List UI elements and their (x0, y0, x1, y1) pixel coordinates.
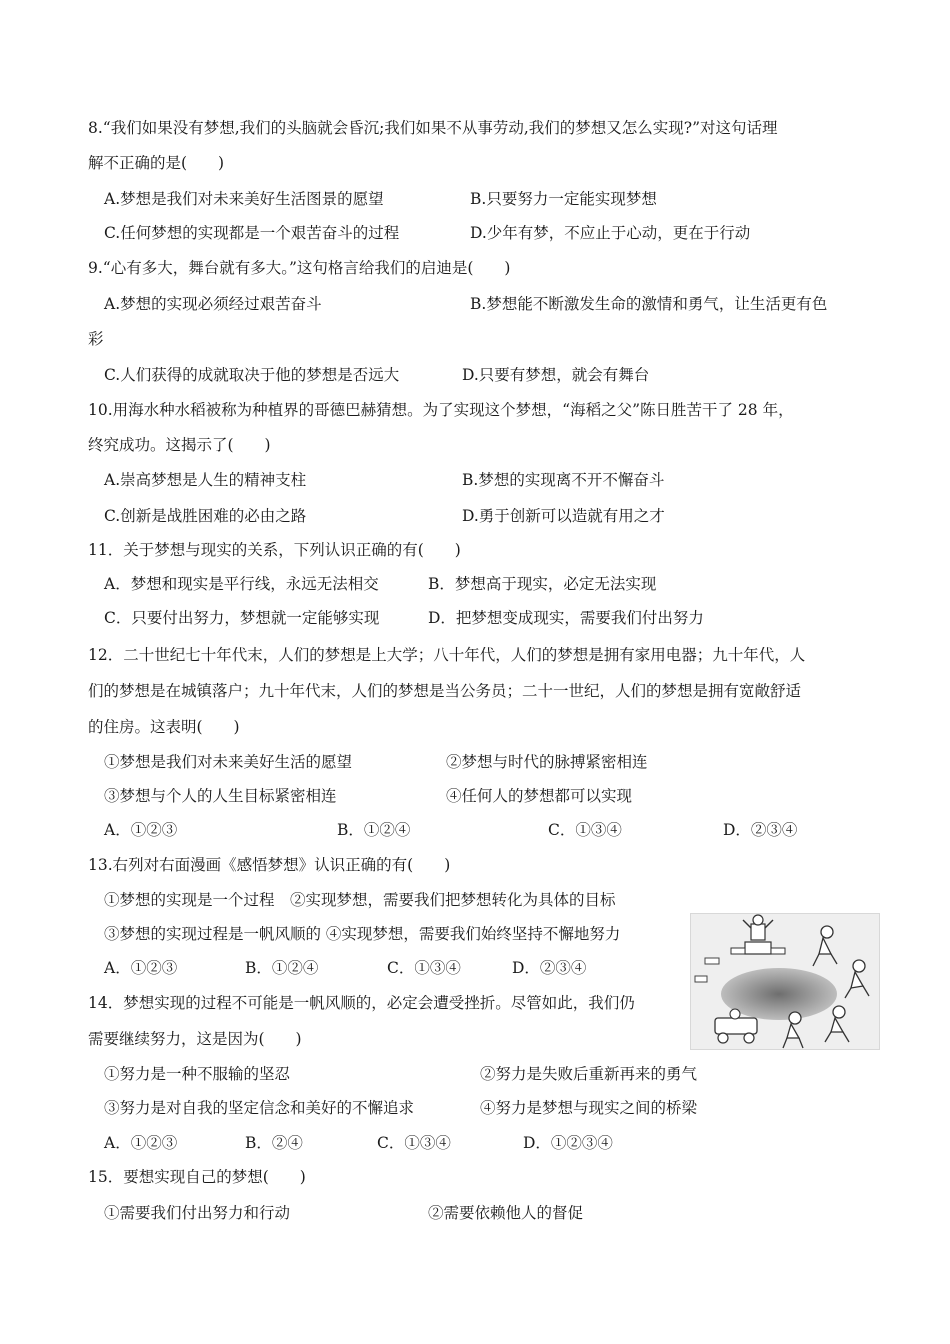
q11-option-a: A．梦想和现实是平行线，永远无法相交 (104, 575, 379, 593)
q10-stem-line2: 终究成功。这揭示了( ) (88, 436, 271, 454)
q8-option-b: B.只要努力一定能实现梦想 (470, 190, 657, 208)
q9-option-c: C.人们获得的成就取决于他的梦想是否远大 (104, 366, 400, 384)
cartoon-drawing (691, 914, 880, 1050)
q12-statement-3: ③梦想与个人的人生目标紧密相连 (104, 787, 337, 805)
q8-option-c: C.任何梦想的实现都是一个艰苦奋斗的过程 (104, 224, 400, 242)
q13-option-b: B．①②④ (245, 959, 319, 977)
q8-option-a: A.梦想是我们对未来美好生活图景的愿望 (104, 190, 384, 208)
q14-statement-2: ②努力是失败后重新再来的勇气 (480, 1065, 698, 1083)
q10-option-a: A.崇高梦想是人生的精神支柱 (104, 471, 307, 489)
q11-option-b: B．梦想高于现实，必定无法实现 (428, 575, 657, 593)
q9-option-b-line1: B.梦想能不断激发生命的激情和勇气，让生活更有色 (470, 295, 828, 313)
q14-stem-line1: 14．梦想实现的过程不可能是一帆风顺的，必定会遭受挫折。尽管如此，我们仍 (88, 994, 635, 1012)
q14-statement-1: ①努力是一种不服输的坚忍 (104, 1065, 291, 1083)
q13-option-a: A．①②③ (104, 959, 178, 977)
q12-option-d: D．②③④ (723, 821, 798, 839)
q10-option-b: B.梦想的实现离不开不懈奋斗 (462, 471, 665, 489)
dream-cartoon-image (690, 913, 880, 1050)
q15-statement-1: ①需要我们付出努力和行动 (104, 1204, 291, 1222)
q12-statement-2: ②梦想与时代的脉搏紧密相连 (446, 753, 648, 771)
q12-option-c: C．①③④ (548, 821, 622, 839)
q12-statement-4: ④任何人的梦想都可以实现 (446, 787, 633, 805)
q12-stem-line1: 12．二十世纪七十年代末，人们的梦想是上大学；八十年代，人们的梦想是拥有家用电器；九十年代，人 (88, 646, 806, 664)
q13-option-c: C．①③④ (387, 959, 461, 977)
q14-option-c: C．①③④ (377, 1134, 451, 1152)
q11-option-d: D．把梦想变成现实，需要我们付出努力 (428, 609, 704, 627)
q13-statements-line1: ①梦想的实现是一个过程 ②实现梦想，需要我们把梦想转化为具体的目标 (104, 891, 616, 909)
q8-stem-line1: 8.“我们如果没有梦想,我们的头脑就会昏沉;我们如果不从事劳动,我们的梦想又怎么实现?”对这句话理 (88, 119, 778, 137)
q14-statement-4: ④努力是梦想与现实之间的桥梁 (480, 1099, 698, 1117)
q9-option-d: D.只要有梦想，就会有舞台 (462, 366, 650, 384)
q12-option-b: B．①②④ (337, 821, 411, 839)
q14-stem-line2: 需要继续努力，这是因为( ) (88, 1030, 302, 1048)
q11-stem: 11．关于梦想与现实的关系，下列认识正确的有( ) (88, 541, 461, 559)
q13-option-d: D．②③④ (512, 959, 587, 977)
q9-option-b-line2: 彩 (88, 330, 104, 348)
q8-option-d: D.少年有梦，不应止于心动，更在于行动 (470, 224, 751, 242)
q14-option-b: B．②④ (245, 1134, 303, 1152)
q12-statement-1: ①梦想是我们对未来美好生活的愿望 (104, 753, 353, 771)
q15-stem: 15．要想实现自己的梦想( ) (88, 1168, 306, 1186)
q9-option-a: A.梦想的实现必须经过艰苦奋斗 (104, 295, 322, 313)
q14-statement-3: ③努力是对自我的坚定信念和美好的不懈追求 (104, 1099, 415, 1117)
q10-stem-line1: 10.用海水种水稻被称为种植界的哥德巴赫猜想。为了实现这个梦想，“海稻之父”陈日胜苦干了 28 年， (88, 401, 794, 419)
q10-option-d: D.勇于创新可以造就有用之才 (462, 507, 665, 525)
q14-option-a: A．①②③ (104, 1134, 178, 1152)
q12-option-a: A．①②③ (104, 821, 178, 839)
q9-stem: 9.“心有多大，舞台就有多大。”这句格言给我们的启迪是( ) (88, 259, 511, 277)
q12-stem-line2: 们的梦想是在城镇落户；九十年代末，人们的梦想是当公务员；二十一世纪，人们的梦想是拥有宽敞舒适 (88, 682, 802, 700)
q14-option-d: D．①②③④ (523, 1134, 613, 1152)
q12-stem-line3: 的住房。这表明( ) (88, 718, 240, 736)
q13-statements-line2: ③梦想的实现过程是一帆风顺的 ④实现梦想，需要我们始终坚持不懈地努力 (104, 925, 621, 943)
q10-option-c: C.创新是战胜困难的必由之路 (104, 507, 307, 525)
q15-statement-2: ②需要依赖他人的督促 (428, 1204, 584, 1222)
q13-stem: 13.右列对右面漫画《感悟梦想》认识正确的有( ) (88, 856, 451, 874)
q11-option-c: C．只要付出努力，梦想就一定能够实现 (104, 609, 380, 627)
q8-stem-line2: 解不正确的是( ) (88, 154, 225, 172)
